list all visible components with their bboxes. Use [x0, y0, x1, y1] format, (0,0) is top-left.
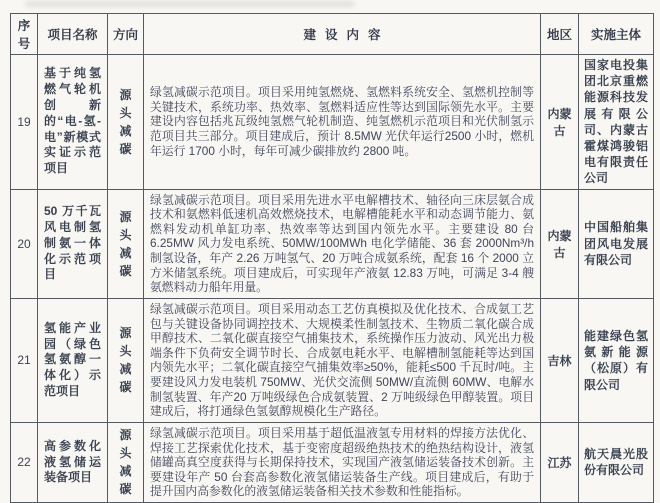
header-entity: 实施主体: [579, 14, 654, 55]
cell-project-name: 氢能产业园（绿色氢氨醇一体化）示范项目: [38, 298, 108, 422]
cell-region: 江苏: [541, 422, 579, 502]
cell-project-name: 50 万千瓦风电制氢制氨一体化示范项目: [38, 189, 108, 298]
header-project-name: 项目名称: [38, 14, 108, 55]
cell-direction: 源头减碳: [108, 422, 144, 502]
cell-entity: 中国船舶集团风电发展有限公司: [579, 189, 654, 298]
cell-content: 绿氢减碳示范项目。项目采用基于超低温液氢专用材料的焊接方法优化、焊接工艺探索优化技术，基于变密度超级绝热技术的绝热结构设计，液氢储罐高真空度获得与长期保持技术，实现国产液氢储运装备技术创新。主要建设年产 50 台套高参数化液氢储运装备生产线。项目建成后，有助于提升国内高参数化的液氢储运装备相关技术参数和性能指标。: [144, 422, 541, 502]
cell-entity: 航天晨光股份有限公司: [579, 422, 654, 502]
header-no: 序号: [11, 14, 38, 55]
cell-region: 内蒙古: [541, 55, 579, 190]
table-header-row: [11, 14, 654, 55]
cell-region: 吉林: [541, 298, 579, 422]
cell-content: 绿氢减碳示范项目。项目采用先进水平电解槽技术、轴径向三床层氨合成技术和氨燃料低速机高效燃烧技术，电解槽能耗水平和动态调节能力、氨燃料发动机单缸功率、热效率等达到国内领先水平。主要建设 80 台 6.25MW 风力发电系统、50MW/100MWh 电化学储能、36 套 2000Nm³/h 制氢设备，年产 2.26 万吨氢气、20 万吨合成氨系统，配套 16 个 2000 立方米储氢系统。项目建成后，可实现年产液氨 12.83 万吨，可满足 3-4 艘氨燃料动力船年用量。: [144, 189, 541, 298]
cell-project-name: 高参数化液氢储运装备项目: [38, 422, 108, 502]
cell-content: 绿氢减碳示范项目。项目采用纯氢燃烧、氢燃料系统安全、氢燃机控制等关键技术，系统功率、热效率、氢燃料适应性等达到国际领先水平。主要建设内容包括兆瓦级纯氢燃气轮机制造、纯氢燃机示范项目和光伏制氢示范项目共三部分。项目建成后，预计 8.5MW 光伏年运行2500 小时，燃机年运行 1700 小时，每年可减少碳排放约 2800 吨。: [144, 55, 541, 190]
table-row: [11, 298, 654, 422]
table-row: [11, 189, 654, 298]
projects-table: [10, 13, 654, 503]
cell-no: 20: [11, 189, 38, 298]
cell-project-name: 基于纯氢燃气轮机创新的“电-氢-电”新模式实证示范项目: [38, 55, 108, 190]
projects-table-wrapper: [10, 13, 654, 503]
cell-no: 21: [11, 298, 38, 422]
cell-entity: 能建绿色氢氨新能源（松原）有限公司: [579, 298, 654, 422]
table-row: [11, 422, 654, 502]
cell-no: 22: [11, 422, 38, 502]
scan-artifact: [25, 1, 355, 7]
cell-direction: 源头减碳: [108, 55, 144, 190]
cell-content: 绿氢减碳示范项目。项目采用动态工艺仿真模拟及优化技术、合成氨工艺包与关键设备协同调控技术、大规模柔性制氢技术、生物质二氧化碳合成甲醇技术、二氧化碳直接空气捕集技术，系统操作压力波动、风光出力极端条件下负荷安全调节时长、合成氨电耗水平、电解槽制氢能耗等达到国内领先水平；二氧化碳直接空气捕集效率≥50%，能耗≤500 千瓦时/吨。主要建设风力发电装机 750MW、光伏交流侧 50MW/直流侧 60MW、电解水制氢装置、年产20 万吨级绿色合成氨装置、2 万吨级绿色甲醇装置。项目建成后，将打通绿色氢氨醇规模化生产路径。: [144, 298, 541, 422]
cell-region: 内蒙古: [541, 189, 579, 298]
header-region: 地区: [541, 14, 579, 55]
table-row: [11, 55, 654, 190]
cell-entity: 国家电投集团北京重燃能源科技发展有限公司、内蒙古霍煤鸿骏铝电有限责任公司: [579, 55, 654, 190]
cell-no: 19: [11, 55, 38, 190]
header-content: 建设内容: [144, 14, 541, 55]
cell-direction: 源头减碳: [108, 189, 144, 298]
cell-direction: 源头减碳: [108, 298, 144, 422]
header-direction: 方向: [108, 14, 144, 55]
